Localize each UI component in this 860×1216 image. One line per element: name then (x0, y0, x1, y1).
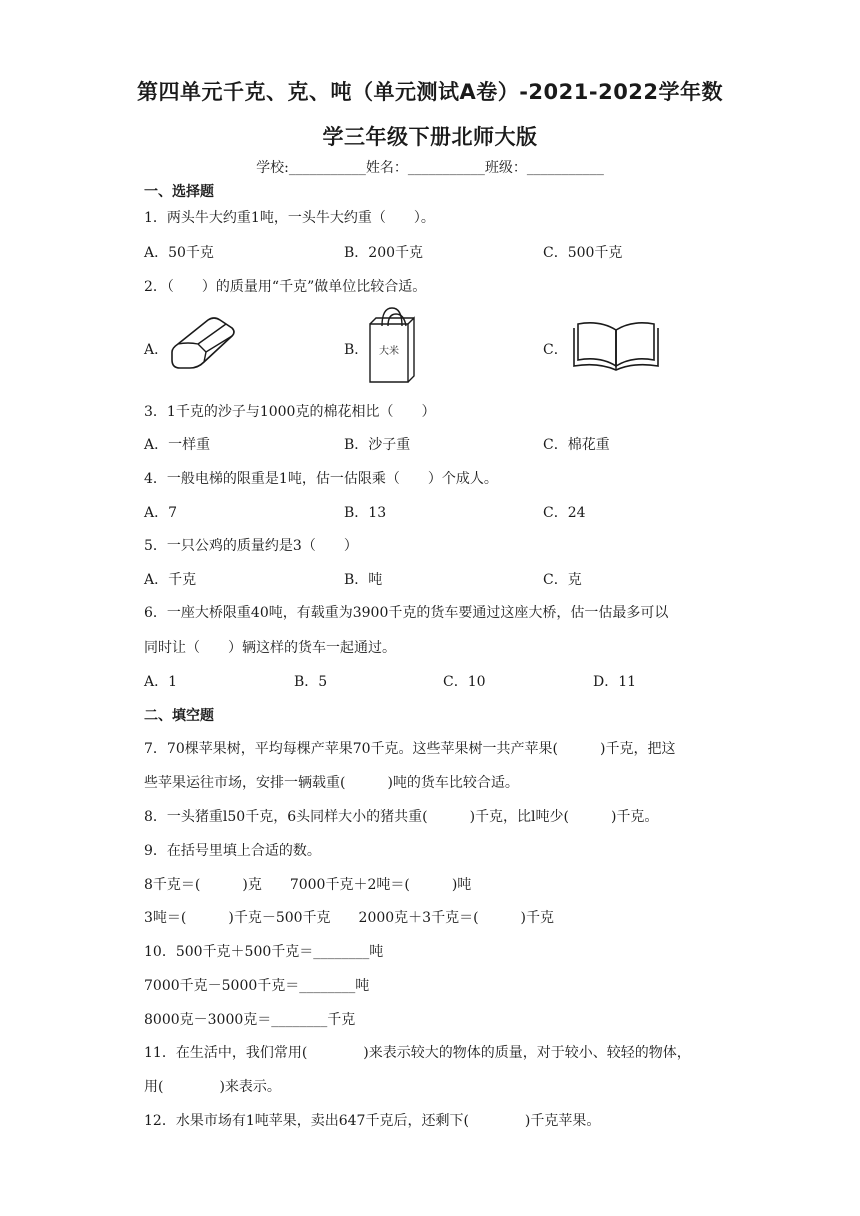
question-4: 4．一般电梯的限重是1吨，估一估限乘（ ）个成人。 (144, 471, 498, 487)
question-6-line2: 同时让（ ）辆这样的货车一起通过。 (144, 640, 396, 656)
question-9-row1: 8千克＝( )克 7000千克＋2吨＝( )吨 (144, 877, 472, 893)
q1-option-b: B．200千克 (344, 245, 424, 261)
question-9: 9．在括号里填上合适的数。 (144, 843, 321, 859)
q6-option-c: C．10 (443, 674, 486, 690)
question-10-row1: 10．500千克＋500千克＝________吨 (144, 944, 384, 960)
q2-option-a-label: A． (144, 342, 169, 358)
rice-bag-label: 大米 (379, 346, 399, 357)
q3-option-c: C．棉花重 (543, 437, 610, 453)
question-7-line2: 些苹果运往市场，安排一辆载重( )吨的货车比较合适。 (144, 775, 519, 791)
question-7-line1: 7．70棵苹果树，平均每棵产苹果70千克。这些苹果树一共产苹果( )千克，把这 (144, 741, 676, 757)
question-11-line1: 11．在生活中，我们常用( )来表示较大的物体的质量，对于较小、较轻的物体， (144, 1045, 691, 1061)
q6-option-a: A．1 (144, 674, 178, 690)
question-6-line1: 6．一座大桥限重40吨，有载重为3900千克的货车要通过这座大桥，估一估最多可以 (144, 605, 669, 621)
question-11-line2: 用( )来表示。 (144, 1079, 281, 1095)
question-2: 2．（ ）的质量用“千克”做单位比较合适。 (144, 279, 427, 295)
q6-option-b: B．5 (294, 674, 328, 690)
q4-option-a: A．7 (144, 505, 178, 521)
question-9-row2: 3吨＝( )千克－500千克 2000克＋3千克＝( )千克 (144, 910, 555, 926)
q5-option-a: A．千克 (144, 572, 197, 588)
question-1: 1．两头牛大约重1吨，一头牛大约重（ ）。 (144, 210, 435, 226)
question-12: 12．水果市场有1吨苹果，卖出647千克后，还剩下( )千克苹果。 (144, 1113, 601, 1129)
eraser-icon (168, 314, 238, 376)
q3-option-b: B．沙子重 (344, 437, 411, 453)
page-title-line2: 学三年级下册北师大版 (322, 125, 538, 149)
question-10-row3: 8000克－3000克＝________千克 (144, 1012, 356, 1028)
q4-option-c: C．24 (543, 505, 586, 521)
q1-option-c: C．500千克 (543, 245, 623, 261)
q2-option-b-label: B． (344, 342, 369, 358)
rice-bag-icon (364, 304, 420, 386)
q2-option-c-label: C． (543, 342, 568, 358)
question-8: 8．一头猪重l50千克，6头同样大小的猪共重( )千克，比l吨少( )千克。 (144, 809, 659, 825)
q4-option-b: B．13 (344, 505, 387, 521)
question-5: 5．一只公鸡的质量约是3（ ） (144, 538, 358, 554)
question-3: 3．1千克的沙子与1000克的棉花相比（ ） (144, 404, 436, 420)
q5-option-c: C．克 (543, 572, 582, 588)
q6-option-d: D．11 (593, 674, 637, 690)
open-book-icon (570, 318, 662, 374)
student-info-line: 学校:___________姓名：___________班级：___________ (256, 160, 604, 176)
q1-option-a: A．50千克 (144, 245, 214, 261)
page-title-line1: 第四单元千克、克、吨（单元测试A卷）-2021-2022学年数 (136, 80, 724, 104)
section-heading-fill: 二、填空题 (144, 708, 214, 724)
question-10-row2: 7000千克－5000千克＝________吨 (144, 978, 370, 994)
q3-option-a: A．一样重 (144, 437, 211, 453)
q5-option-b: B．吨 (344, 572, 383, 588)
section-heading-choice: 一、选择题 (144, 184, 214, 200)
